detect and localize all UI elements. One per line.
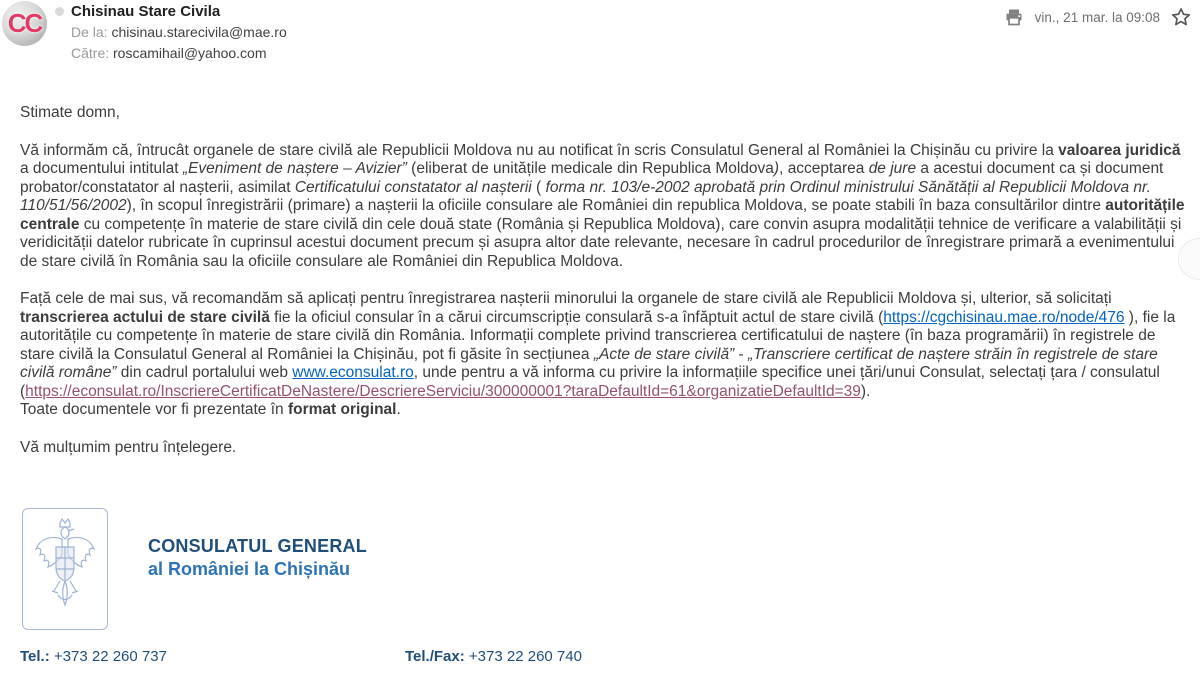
header-actions	[1003, 6, 1192, 28]
hyperlink[interactable]: https://econsulat.ro/InscriereCertificatDeNastere/DescriereServiciu/300000001?taraDefaultId=61&organizatieDefaultId=39	[25, 382, 861, 400]
text-segment: Vă informăm că, întrucât organele de stare civilă ale Republicii Moldova nu au notificat în scris Consulatul General al României la Chișinău cu privire la	[20, 141, 1059, 159]
text-segment: cu competențe în materie de stare civilă din cele două state (România și Republica Moldova), care convin asupra modalității tehnice de verificare a valabilității și veridicității datelor rubricate în cuprinsul acestui document precum și asupra altor date relevante, necesare în cadrul procedurilor de înregistrare primară a evenimentului de stare civilă în România sau la oficiile consulare ale României din Republica Moldova.	[20, 215, 1182, 270]
text-segment: ), fie la autoritățile cu competențe în materie de stare civilă din România. Informații complete privind transcrierea certificatului de naștere (în baza programării) în registrele de stare civilă la Consulatul General al României la Chișinău, pot fi găsite în secțiunea	[20, 308, 1176, 363]
text-segment: format original	[287, 401, 397, 418]
from-email[interactable]: chisinau.starecivila@mae.ro	[111, 24, 287, 40]
presence-dot-icon	[55, 7, 64, 16]
tel-label: Tel.:	[20, 648, 50, 665]
text-segment: ).	[860, 382, 871, 400]
text-segment: , unde pentru a vă informa cu privire la informațiile specifice unei țări/unui Consulat, selectați țara / consulatul (	[20, 364, 1160, 400]
text-segment: „Transcriere certificat de naștere străin în registrele de stare civilă române”	[20, 345, 1158, 381]
paragraph	[20, 290, 1186, 401]
from-row	[55, 23, 287, 41]
text-segment: Vă mulțumim pentru înțelegere.	[20, 438, 237, 456]
text-segment: de jure	[868, 160, 917, 177]
text-segment: (eliberat de unitățile medicale din Republica Moldova	[406, 160, 774, 177]
text-segment: transcrierea actului de stare civilă	[20, 308, 270, 326]
text-segment: Certificatului constatator al nașterii	[294, 178, 532, 196]
text-segment: )	[773, 160, 780, 177]
paragraph	[20, 439, 1186, 458]
hyperlink[interactable]: https://cgchisinau.mae.ro/node/476	[883, 308, 1125, 326]
text-segment: autoritățile centrale	[20, 197, 1185, 233]
email-header	[55, 3, 287, 62]
to-email[interactable]: roscamihail@yahoo.com	[113, 45, 267, 61]
from-label: De la:	[71, 24, 108, 40]
text-segment: fie la oficiul consular în a cărui circumscripție consulară s-a înfăptuit actul de stare civilă (	[269, 308, 884, 326]
telephone-number	[20, 648, 167, 665]
to-label: Către:	[71, 45, 110, 61]
text-segment: Față cele de mai sus, vă recomandăm să aplicați pentru înregistrarea nașterii minorului la organele de stare civilă ale Republicii Moldova și, ulterior, să solicitați	[20, 290, 1112, 307]
text-segment: -	[734, 345, 749, 363]
tel-value: +373 22 260 737	[49, 648, 167, 665]
text-segment: .	[396, 401, 401, 418]
text-segment: valoarea juridică	[1058, 141, 1181, 159]
text-segment: Toate documentele vor fi prezentate în	[20, 401, 288, 418]
printer-icon[interactable]	[1003, 6, 1025, 28]
signature-org-name: CONSULATUL GENERAL	[148, 536, 367, 556]
text-segment: „Acte de stare civilă”	[593, 345, 735, 363]
star-outline-icon[interactable]	[1170, 6, 1192, 28]
paragraph	[20, 401, 1186, 420]
sender-avatar[interactable]: CC	[2, 1, 47, 46]
email-body	[20, 104, 1186, 476]
text-segment: „Eveniment de naștere – Avizier”	[182, 160, 407, 177]
text-segment: a documentului intitulat	[20, 160, 183, 177]
fax-label: Tel./Fax:	[405, 648, 465, 665]
to-row	[55, 44, 287, 62]
text-segment: , acceptarea	[779, 160, 869, 177]
text-segment: ), în scopul înregistrării (primare) a nașterii la oficiile consulare ale României din republica Moldova, se poate stabili în baza consultărilor dintre	[126, 197, 1106, 214]
text-segment: forma nr. 103/e-2002 aprobată prin Ordinul ministrului Sănătății al Republicii Moldova nr. 110/51/56/2002	[20, 178, 1151, 214]
hyperlink[interactable]: www.econsulat.ro	[292, 364, 414, 381]
paragraph	[20, 142, 1186, 272]
text-segment: a acestui document ca și document probator/constatator al nașterii, asimilat	[20, 160, 1164, 196]
fax-number	[405, 648, 582, 665]
salutation: Stimate domn,	[20, 104, 120, 121]
fax-value: +373 22 260 740	[464, 648, 582, 665]
signature-block	[22, 508, 367, 630]
email-date: vin., 21 mar. la 09:08	[1034, 9, 1160, 25]
text-segment: din cadrul portalului web	[116, 364, 293, 381]
text-segment: (	[531, 178, 546, 196]
sender-name[interactable]: Chisinau Stare Civila	[71, 3, 221, 20]
coat-of-arms-icon	[22, 508, 108, 630]
signature-org-location: al României la Chișinău	[148, 559, 351, 579]
